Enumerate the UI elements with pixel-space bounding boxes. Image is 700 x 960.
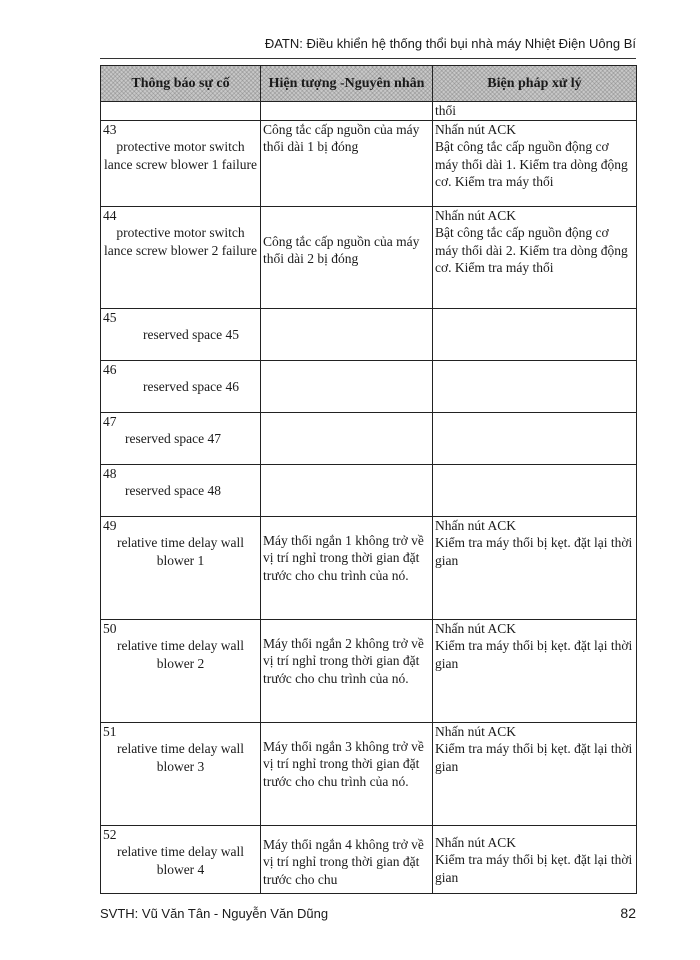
fault-description: relative time delay wall blower 4	[116, 844, 245, 877]
action-cell	[433, 516, 637, 619]
column-header: Thông báo sự cố	[101, 66, 261, 102]
cause-text: Máy thổi ngắn 2 không trở về vị trí nghỉ trong thời gian đặt trước cho chu trình của nó.	[263, 635, 424, 686]
fault-number: 45	[103, 309, 117, 325]
action-cell	[433, 102, 637, 121]
fault-description: reserved space 47	[125, 431, 221, 446]
fault-number: 46	[103, 361, 117, 377]
action-text: Nhấn nút ACK Kiểm tra máy thổi bị kẹt. đặt lại thời gian	[435, 723, 633, 774]
fault-message-cell	[101, 825, 261, 893]
table-row	[101, 412, 637, 464]
action-cell	[433, 308, 637, 360]
header-rule	[100, 58, 636, 59]
fault-message-cell	[101, 516, 261, 619]
column-header: Biện pháp xử lý	[433, 66, 637, 102]
fault-number: 51	[103, 723, 117, 739]
action-cell	[433, 619, 637, 722]
action-cell	[433, 206, 637, 308]
fault-message-cell	[101, 619, 261, 722]
fault-description: relative time delay wall blower 3	[116, 741, 245, 774]
fault-number: 43	[103, 121, 117, 137]
action-cell	[433, 412, 637, 464]
fault-message-cell	[101, 206, 261, 308]
fault-description: protective motor switch lance screw blower 2 failure	[104, 225, 257, 258]
fault-description: reserved space 45	[143, 327, 239, 342]
column-header: Hiện tượng -Nguyên nhân	[261, 66, 433, 102]
fault-number: 49	[103, 517, 117, 533]
fault-message-cell	[101, 360, 261, 412]
cause-cell	[261, 360, 433, 412]
table-header-row	[101, 66, 637, 102]
fault-number: 50	[103, 620, 117, 636]
fault-number: 48	[103, 465, 117, 481]
action-text: Nhấn nút ACK Bật công tắc cấp nguồn động cơ máy thổi dài 2. Kiểm tra dòng động cơ. Kiểm tra máy thổi	[435, 207, 628, 275]
footer-authors: SVTH: Vũ Văn Tân - Nguyễn Văn Dũng	[100, 906, 329, 921]
fault-message-cell	[101, 308, 261, 360]
cause-cell	[261, 722, 433, 825]
action-cell	[433, 464, 637, 516]
table-row	[101, 722, 637, 825]
action-cell	[433, 825, 637, 893]
fault-description: reserved space 46	[143, 379, 239, 394]
cause-cell	[261, 206, 433, 308]
table-row	[101, 308, 637, 360]
fault-message-cell	[101, 102, 261, 121]
cause-cell	[261, 102, 433, 121]
action-cell	[433, 120, 637, 206]
action-text: Nhấn nút ACK Kiểm tra máy thổi bị kẹt. đặt lại thời gian	[435, 834, 633, 885]
cause-text: Công tắc cấp nguồn của máy thổi dài 2 bị đóng	[263, 233, 420, 266]
cause-cell	[261, 825, 433, 893]
action-cell	[433, 722, 637, 825]
page-number: 82	[620, 905, 636, 921]
fault-description: relative time delay wall blower 2	[116, 638, 245, 671]
fault-message-cell	[101, 120, 261, 206]
cause-cell	[261, 308, 433, 360]
fault-description: protective motor switch lance screw blower 1 failure	[104, 139, 257, 172]
table-row	[101, 120, 637, 206]
fault-message-cell	[101, 464, 261, 516]
cause-cell	[261, 464, 433, 516]
cause-cell	[261, 619, 433, 722]
fault-number: 52	[103, 826, 117, 842]
table-row	[101, 825, 637, 893]
action-text: thổi	[435, 103, 457, 118]
table-row	[101, 360, 637, 412]
cause-text: Máy thổi ngắn 3 không trở về vị trí nghỉ trong thời gian đặt trước cho chu trình của nó.	[263, 738, 424, 789]
table-row	[101, 464, 637, 516]
document-header: ĐATN: Điều khiển hệ thống thổi bụi nhà máy Nhiệt Điện Uông Bí	[264, 36, 636, 51]
action-cell	[433, 360, 637, 412]
cause-text: Máy thổi ngắn 4 không trở về vị trí nghỉ trong thời gian đặt trước cho chu	[263, 836, 424, 887]
action-text: Nhấn nút ACK Kiểm tra máy thổi bị kẹt. đặt lại thời gian	[435, 620, 633, 671]
fault-message-cell	[101, 722, 261, 825]
cause-cell	[261, 120, 433, 206]
action-text: Nhấn nút ACK Bật công tắc cấp nguồn động cơ máy thổi dài 1. Kiểm tra dòng động cơ. Kiểm tra máy thổi	[435, 121, 628, 189]
fault-number: 47	[103, 413, 117, 429]
cause-text: Công tắc cấp nguồn của máy thổi dài 1 bị đóng	[263, 121, 420, 154]
table-row	[101, 102, 637, 121]
cause-text: Máy thổi ngắn 1 không trở về vị trí nghỉ trong thời gian đặt trước cho chu trình của nó.	[263, 532, 424, 583]
fault-message-cell	[101, 412, 261, 464]
fault-description: relative time delay wall blower 1	[116, 535, 245, 568]
fault-number: 44	[103, 207, 117, 223]
table-row	[101, 206, 637, 308]
table-row	[101, 619, 637, 722]
cause-cell	[261, 412, 433, 464]
fault-table	[100, 65, 637, 894]
cause-cell	[261, 516, 433, 619]
action-text: Nhấn nút ACK Kiểm tra máy thổi bị kẹt. đặt lại thời gian	[435, 517, 633, 568]
fault-description: reserved space 48	[125, 483, 221, 498]
table-row	[101, 516, 637, 619]
